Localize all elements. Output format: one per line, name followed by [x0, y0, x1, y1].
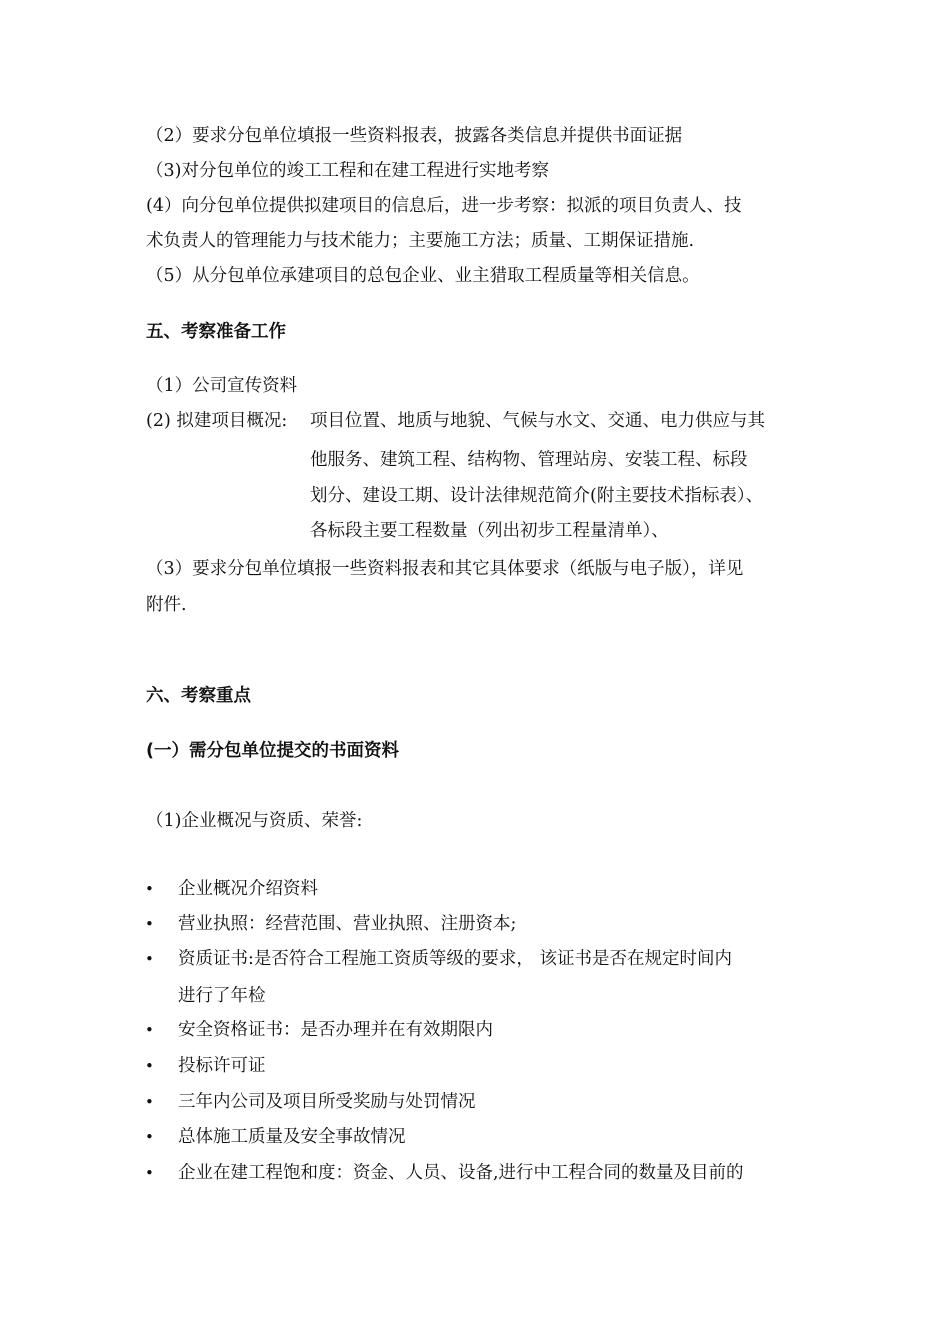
- bullet-item: 投标许可证: [178, 1056, 266, 1076]
- bullet-item: 三年内公司及项目所受奖励与处罚情况: [178, 1092, 476, 1112]
- bullet-marker: •: [145, 1021, 154, 1039]
- paragraph-line: 他服务、建筑工程、结构物、管理站房、安装工程、标段: [310, 450, 748, 470]
- bullet-marker: •: [145, 1057, 154, 1075]
- bullet-item: 总体施工质量及安全事故情况: [178, 1127, 406, 1147]
- paragraph-line: 术负责人的管理能力与技术能力；主要施工方法；质量、工期保证措施.: [146, 231, 695, 251]
- bullet-marker: •: [145, 915, 154, 933]
- paragraph-line: （1）公司宣传资料: [146, 376, 298, 396]
- paragraph-line: 划分、建设工期、设计法律规范简介(附主要技术指标表）、: [310, 486, 764, 506]
- paragraph-line: （3）要求分包单位填报一些资料报表和其它具体要求（纸版与电子版），详见: [146, 559, 744, 579]
- paragraph-line: （1)企业概况与资质、荣誉:: [146, 811, 363, 831]
- paragraph-line: （3)对分包单位的竣工工程和在建工程进行实地考察: [146, 161, 549, 181]
- bullet-item: 安全资格证书：是否办理并在有效期限内: [178, 1020, 493, 1040]
- paragraph-line: 附件.: [146, 595, 187, 615]
- paragraph-line: 项目位置、地质与地貌、气候与水文、交通、电力供应与其: [310, 411, 765, 431]
- bullet-marker: •: [145, 880, 154, 898]
- paragraph-line: 各标段主要工程数量（列出初步工程量清单）、: [310, 521, 669, 541]
- bullet-item: 企业概况介绍资料: [178, 879, 318, 899]
- paragraph-line: (4）向分包单位提供拟建项目的信息后，进一步考察：拟派的项目负责人、技: [146, 196, 742, 216]
- bullet-item-continuation: 进行了年检: [178, 986, 266, 1006]
- bullet-item: 资质证书:是否符合工程施工资质等级的要求， 该证书是否在规定时间内: [178, 949, 732, 969]
- bullet-item: 营业执照：经营范围、营业执照、注册资本;: [178, 914, 517, 934]
- bullet-marker: •: [145, 1128, 154, 1146]
- paragraph-line: （2）要求分包单位填报一些资料报表，披露各类信息并提供书面证据: [146, 126, 683, 146]
- bullet-marker: •: [145, 950, 154, 968]
- bullet-item: 企业在建工程饱和度：资金、人员、设备,进行中工程合同的数量及目前的: [178, 1163, 744, 1183]
- section-heading: 六、考察重点: [146, 686, 251, 706]
- item-label: (2) 拟建项目概况:: [146, 411, 288, 431]
- paragraph-line: （5）从分包单位承建项目的总包企业、业主猎取工程质量等相关信息。: [146, 266, 700, 286]
- section-heading: 五、考察准备工作: [146, 322, 286, 342]
- subsection-heading: (一）需分包单位提交的书面资料: [146, 741, 399, 761]
- bullet-marker: •: [145, 1164, 154, 1182]
- bullet-marker: •: [145, 1093, 154, 1111]
